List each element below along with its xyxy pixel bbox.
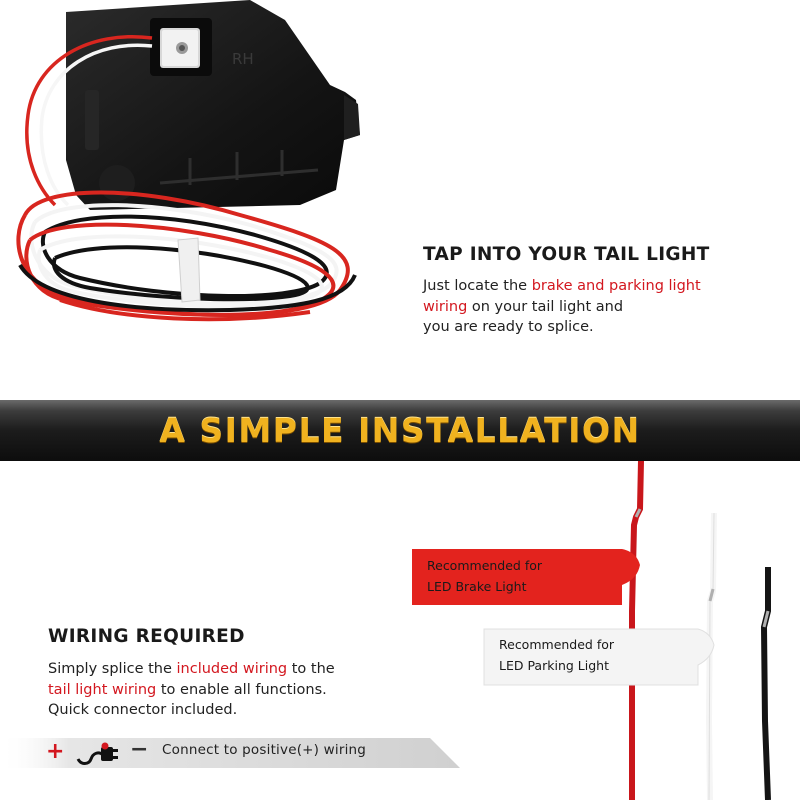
tap-highlight: brake and parking light [531, 278, 701, 294]
brake-tag-text [427, 555, 542, 597]
tap-highlight: wiring [423, 298, 468, 315]
wires-illustration [400, 461, 800, 800]
wiring-text: Quick connector included. [48, 702, 238, 718]
tap-section-title: TAP INTO YOUR TAIL LIGHT [423, 244, 710, 265]
plus-sign: + [46, 739, 65, 764]
tap-text: Just locate the [423, 278, 532, 294]
wiring-section-title: WIRING REQUIRED [48, 626, 245, 647]
wiring-section-body [48, 659, 335, 721]
wiring-text: to enable all functions. [156, 681, 327, 698]
black-wire [764, 567, 768, 800]
parking-tag-line1: Recommended for [499, 637, 615, 652]
connect-instruction: Connect to positive(+) wiring [162, 742, 367, 758]
parking-tag-text [499, 634, 614, 676]
connector-plug-icon [75, 739, 121, 767]
wiring-text: to the [287, 661, 335, 677]
rh-label: RH [232, 50, 254, 68]
tap-text: on your tail light and [467, 298, 624, 315]
brake-tag-line2: LED Brake Light [427, 579, 527, 594]
wiring-highlight: tail light wiring [48, 681, 157, 698]
parking-tag-line2: LED Parking Light [499, 658, 609, 673]
minus-sign: − [130, 737, 149, 762]
tap-text: you are ready to splice. [423, 319, 594, 335]
wiring-highlight: included wiring [176, 661, 288, 677]
tail-light-housing-image [0, 0, 400, 400]
banner-title: A SIMPLE INSTALLATION [159, 411, 641, 450]
brake-tag-line1: Recommended for [427, 558, 543, 573]
tap-section-body [423, 276, 701, 338]
wiring-text: Simply splice the [48, 661, 177, 677]
